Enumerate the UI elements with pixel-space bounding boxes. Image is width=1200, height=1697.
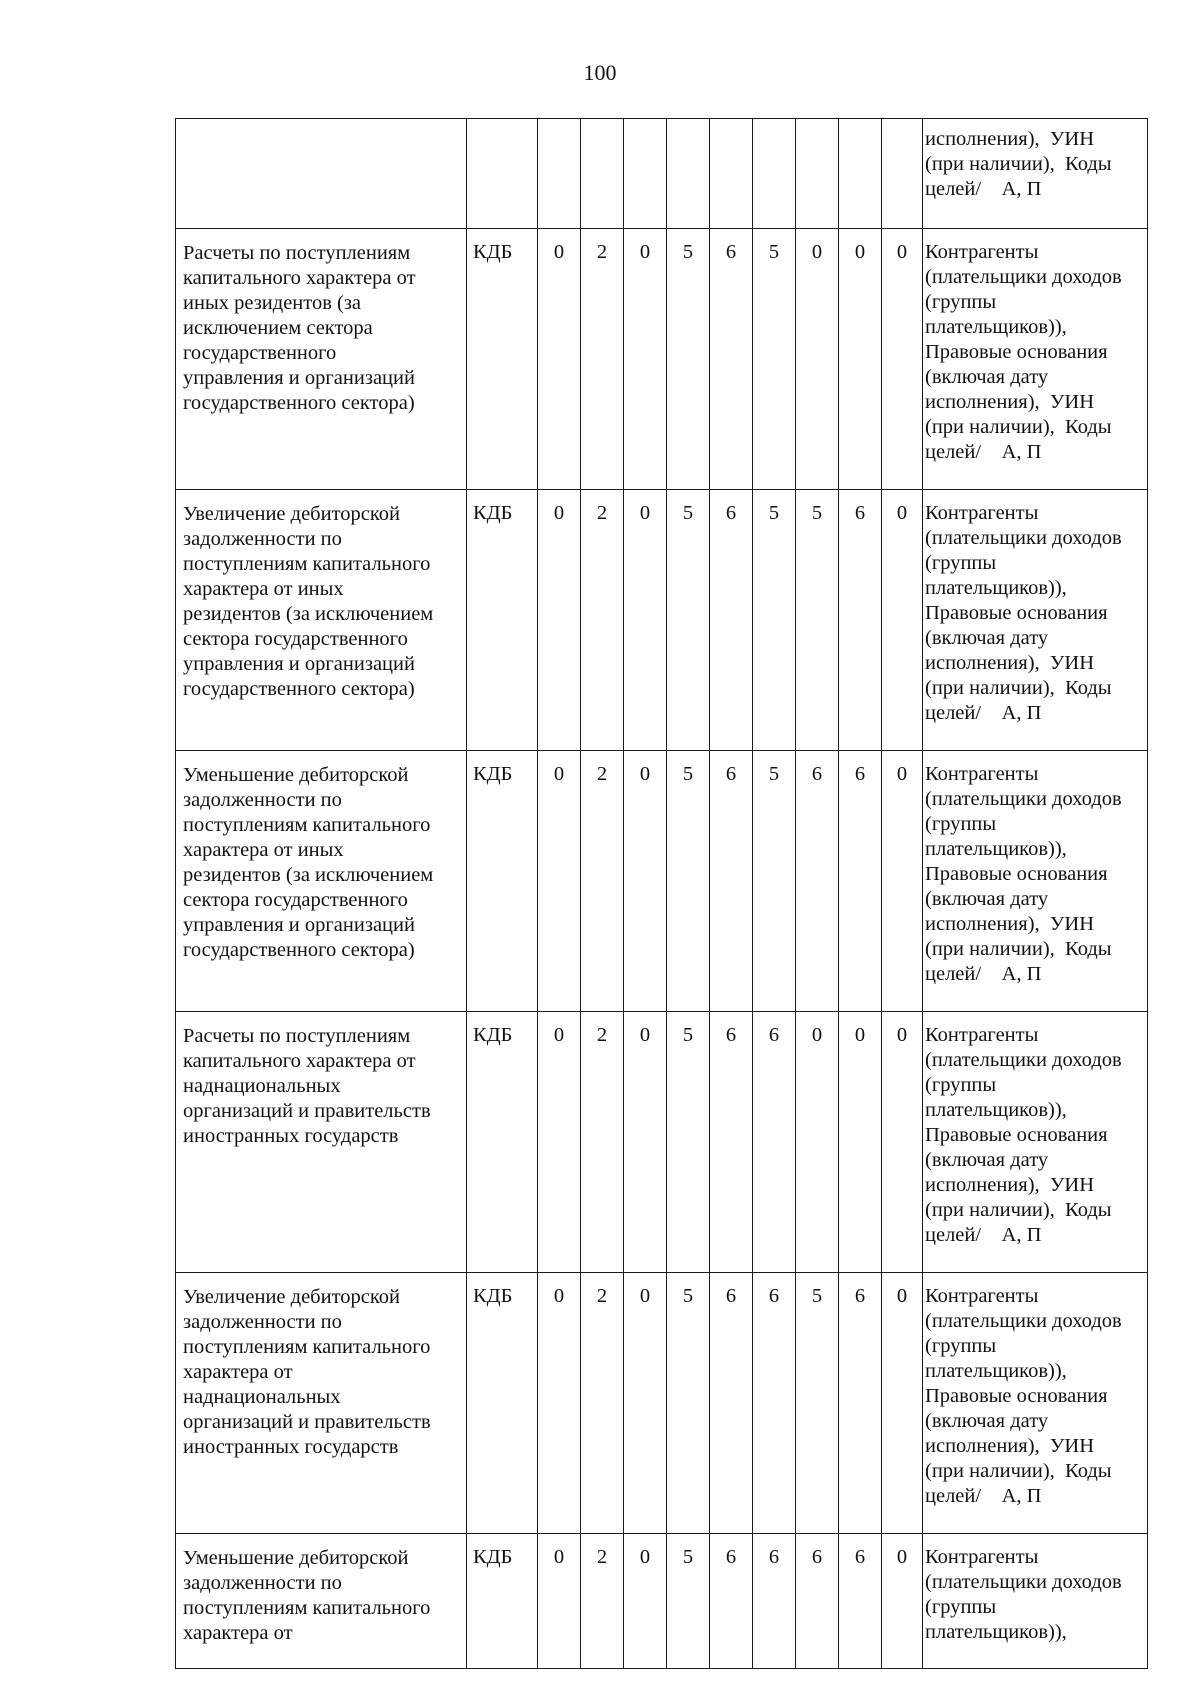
analytics-line: (включая дату	[925, 627, 1049, 649]
analytics-line: (плательщики доходов	[925, 1049, 1122, 1071]
account-name-cell	[176, 751, 467, 1012]
analytics-line: Правовые основания	[925, 341, 1108, 363]
accounts-table	[175, 118, 1148, 1669]
table-row	[176, 751, 1148, 1012]
analytics-line: (группы	[925, 552, 997, 574]
code-digit-cell: 6	[839, 751, 882, 1012]
code-digit-cell: 0	[538, 1273, 581, 1534]
account-name-line: Уменьшение дебиторской	[183, 764, 409, 786]
code-digit-cell: 6	[839, 490, 882, 751]
analytics-line: целей/ А, П	[925, 1224, 1042, 1246]
code-digit-cell: 6	[839, 1534, 882, 1669]
code-digit-cell: 0	[882, 1534, 923, 1669]
code-digit-cell: 0	[839, 1012, 882, 1273]
code-digit-cell: 0	[624, 1012, 667, 1273]
code-digit-cell: 2	[581, 1534, 624, 1669]
analytics-line: плательщиков)),	[925, 316, 1067, 338]
analytics-cell	[923, 490, 1148, 751]
account-name-line: капитального характера от	[183, 1050, 416, 1072]
account-name-line: характера от	[183, 1361, 293, 1383]
account-name-line: управления и организаций	[183, 914, 415, 936]
account-name-line: Уменьшение дебиторской	[183, 1547, 409, 1569]
analytics-cell	[923, 1012, 1148, 1273]
analytics-line: исполнения), УИН	[925, 128, 1095, 150]
account-name-line: резидентов (за исключением	[183, 864, 434, 886]
analytics-line: (плательщики доходов	[925, 1310, 1122, 1332]
code-digit-cell: 5	[667, 1534, 710, 1669]
code-digit-cell: 6	[796, 751, 839, 1012]
analytics-line: (включая дату	[925, 366, 1049, 388]
account-name-cell	[176, 490, 467, 751]
analytics-line: (при наличии), Коды	[925, 1199, 1112, 1221]
analytics-line: Контрагенты	[925, 763, 1039, 785]
code-digit-cell: 2	[581, 490, 624, 751]
analytics-line: исполнения), УИН	[925, 913, 1095, 935]
account-name-line: организаций и правительств	[183, 1411, 431, 1433]
code-digit-cell	[538, 119, 581, 229]
account-name-line: наднациональных	[183, 1075, 341, 1097]
account-name-line: поступлениям капитального	[183, 1336, 431, 1358]
analytics-line: Правовые основания	[925, 602, 1108, 624]
account-name-line: характера от иных	[183, 578, 344, 600]
code-digit-cell: 0	[882, 1012, 923, 1273]
code-digit-cell: 5	[667, 229, 710, 490]
code-digit-cell: 6	[796, 1534, 839, 1669]
account-name-line: управления и организаций	[183, 653, 415, 675]
code-digit-cell	[839, 119, 882, 229]
analytics-line: плательщиков)),	[925, 838, 1067, 860]
account-name-line: задолженности по	[183, 1311, 342, 1333]
table-row	[176, 490, 1148, 751]
account-name-line: задолженности по	[183, 1572, 342, 1594]
code-digit-cell: 5	[753, 490, 796, 751]
code-digit-cell: 0	[882, 490, 923, 751]
account-name-cell	[176, 119, 467, 229]
code-digit-cell: 0	[839, 229, 882, 490]
account-name-line: управления и организаций	[183, 367, 415, 389]
code-digit-cell	[710, 119, 753, 229]
account-name-line: Увеличение дебиторской	[183, 1286, 400, 1308]
code-digit-cell: 5	[753, 751, 796, 1012]
code-digit-cell: 0	[538, 1012, 581, 1273]
analytics-line: исполнения), УИН	[925, 391, 1095, 413]
analytics-line: плательщиков)),	[925, 1099, 1067, 1121]
analytics-line: (включая дату	[925, 888, 1049, 910]
analytics-line: (группы	[925, 291, 997, 313]
analytics-line: плательщиков)),	[925, 577, 1067, 599]
code-digit-cell: 6	[710, 751, 753, 1012]
analytics-line: (группы	[925, 1335, 997, 1357]
analytics-line: (группы	[925, 1074, 997, 1096]
table-body	[176, 119, 1148, 1669]
code-digit-cell: 6	[710, 1273, 753, 1534]
account-name-line: Расчеты по поступлениям	[183, 242, 411, 264]
analytics-line: (при наличии), Коды	[925, 1460, 1112, 1482]
code-digit-cell: 0	[538, 751, 581, 1012]
code-digit-cell: 0	[796, 229, 839, 490]
code-digit-cell: 0	[624, 1273, 667, 1534]
account-name-line: поступлениям капитального	[183, 553, 431, 575]
account-name-line: государственного	[183, 342, 337, 364]
analytics-line: (включая дату	[925, 1149, 1049, 1171]
code-digit-cell: 0	[882, 751, 923, 1012]
account-name-line: характера от иных	[183, 839, 344, 861]
code-digit-cell: 2	[581, 229, 624, 490]
system-code-cell: КДБ	[467, 751, 538, 1012]
account-name-line: иностранных государств	[183, 1436, 399, 1458]
analytics-line: (при наличии), Коды	[925, 153, 1112, 175]
system-code-cell	[467, 119, 538, 229]
analytics-line: (группы	[925, 1596, 997, 1618]
table-row-continuation	[176, 119, 1148, 229]
account-name-line: Расчеты по поступлениям	[183, 1025, 411, 1047]
analytics-line: целей/ А, П	[925, 441, 1042, 463]
code-digit-cell	[882, 119, 923, 229]
code-digit-cell: 6	[710, 1012, 753, 1273]
account-name-line: наднациональных	[183, 1386, 341, 1408]
code-digit-cell: 5	[667, 1012, 710, 1273]
code-digit-cell: 0	[538, 490, 581, 751]
code-digit-cell: 0	[624, 229, 667, 490]
account-name-cell	[176, 1012, 467, 1273]
account-name-line: государственного сектора)	[183, 678, 415, 700]
analytics-line: (группы	[925, 813, 997, 835]
code-digit-cell: 0	[624, 490, 667, 751]
table-row	[176, 1012, 1148, 1273]
analytics-line: (плательщики доходов	[925, 527, 1122, 549]
account-name-line: капитального характера от	[183, 267, 416, 289]
table-row	[176, 229, 1148, 490]
account-name-cell	[176, 229, 467, 490]
code-digit-cell: 2	[581, 751, 624, 1012]
analytics-cell	[923, 229, 1148, 490]
account-name-line: поступлениям капитального	[183, 1597, 431, 1619]
analytics-line: Контрагенты	[925, 241, 1039, 263]
analytics-cell	[923, 1534, 1148, 1669]
account-name-line: поступлениям капитального	[183, 814, 431, 836]
analytics-line: Правовые основания	[925, 863, 1108, 885]
account-name-line: сектора государственного	[183, 889, 408, 911]
account-name-line: задолженности по	[183, 528, 342, 550]
analytics-cell	[923, 1273, 1148, 1534]
analytics-line: Правовые основания	[925, 1124, 1108, 1146]
account-name-line: государственного сектора)	[183, 939, 415, 961]
account-name-line: исключением сектора	[183, 317, 373, 339]
analytics-line: Контрагенты	[925, 1285, 1039, 1307]
analytics-line: целей/ А, П	[925, 1485, 1042, 1507]
code-digit-cell: 0	[538, 1534, 581, 1669]
code-digit-cell: 5	[796, 1273, 839, 1534]
code-digit-cell: 6	[753, 1273, 796, 1534]
code-digit-cell: 6	[753, 1012, 796, 1273]
code-digit-cell: 6	[710, 1534, 753, 1669]
code-digit-cell	[581, 119, 624, 229]
system-code-cell: КДБ	[467, 1273, 538, 1534]
code-digit-cell: 6	[710, 229, 753, 490]
account-name-line: резидентов (за исключением	[183, 603, 434, 625]
code-digit-cell: 5	[667, 490, 710, 751]
code-digit-cell: 0	[624, 751, 667, 1012]
system-code-cell: КДБ	[467, 1534, 538, 1669]
system-code-cell: КДБ	[467, 1012, 538, 1273]
code-digit-cell: 5	[667, 751, 710, 1012]
account-name-line: государственного сектора)	[183, 392, 415, 414]
code-digit-cell: 5	[753, 229, 796, 490]
table-row	[176, 1534, 1148, 1669]
code-digit-cell: 6	[753, 1534, 796, 1669]
code-digit-cell: 0	[624, 1534, 667, 1669]
code-digit-cell: 5	[667, 1273, 710, 1534]
analytics-cell	[923, 119, 1148, 229]
system-code-cell: КДБ	[467, 490, 538, 751]
code-digit-cell: 0	[538, 229, 581, 490]
code-digit-cell	[667, 119, 710, 229]
analytics-line: (при наличии), Коды	[925, 938, 1112, 960]
analytics-line: целей/ А, П	[925, 702, 1042, 724]
analytics-line: (при наличии), Коды	[925, 416, 1112, 438]
analytics-line: (при наличии), Коды	[925, 677, 1112, 699]
account-name-line: задолженности по	[183, 789, 342, 811]
code-digit-cell: 6	[839, 1273, 882, 1534]
code-digit-cell	[753, 119, 796, 229]
analytics-line: плательщиков)),	[925, 1621, 1067, 1643]
analytics-cell	[923, 751, 1148, 1012]
code-digit-cell	[624, 119, 667, 229]
code-digit-cell: 2	[581, 1273, 624, 1534]
page-number: 100	[583, 60, 617, 85]
analytics-line: Контрагенты	[925, 1546, 1039, 1568]
code-digit-cell: 0	[882, 1273, 923, 1534]
account-name-line: характера от	[183, 1622, 293, 1644]
analytics-line: исполнения), УИН	[925, 1435, 1095, 1457]
code-digit-cell: 0	[882, 229, 923, 490]
system-code-cell: КДБ	[467, 229, 538, 490]
analytics-line: (плательщики доходов	[925, 1571, 1122, 1593]
code-digit-cell: 5	[796, 490, 839, 751]
analytics-line: плательщиков)),	[925, 1360, 1067, 1382]
analytics-line: целей/ А, П	[925, 963, 1042, 985]
code-digit-cell	[796, 119, 839, 229]
analytics-line: (включая дату	[925, 1410, 1049, 1432]
analytics-line: исполнения), УИН	[925, 652, 1095, 674]
analytics-line: (плательщики доходов	[925, 788, 1122, 810]
account-name-cell	[176, 1534, 467, 1669]
analytics-line: Контрагенты	[925, 502, 1039, 524]
analytics-line: Контрагенты	[925, 1024, 1039, 1046]
account-name-line: организаций и правительств	[183, 1100, 431, 1122]
analytics-line: целей/ А, П	[925, 178, 1042, 200]
analytics-line: Правовые основания	[925, 1385, 1108, 1407]
account-name-line: иных резидентов (за	[183, 292, 362, 314]
code-digit-cell: 2	[581, 1012, 624, 1273]
code-digit-cell: 6	[710, 490, 753, 751]
analytics-line: (плательщики доходов	[925, 266, 1122, 288]
analytics-line: исполнения), УИН	[925, 1174, 1095, 1196]
code-digit-cell: 0	[796, 1012, 839, 1273]
account-name-cell	[176, 1273, 467, 1534]
account-name-line: сектора государственного	[183, 628, 408, 650]
table-row	[176, 1273, 1148, 1534]
account-name-line: иностранных государств	[183, 1125, 399, 1147]
account-name-line: Увеличение дебиторской	[183, 503, 400, 525]
